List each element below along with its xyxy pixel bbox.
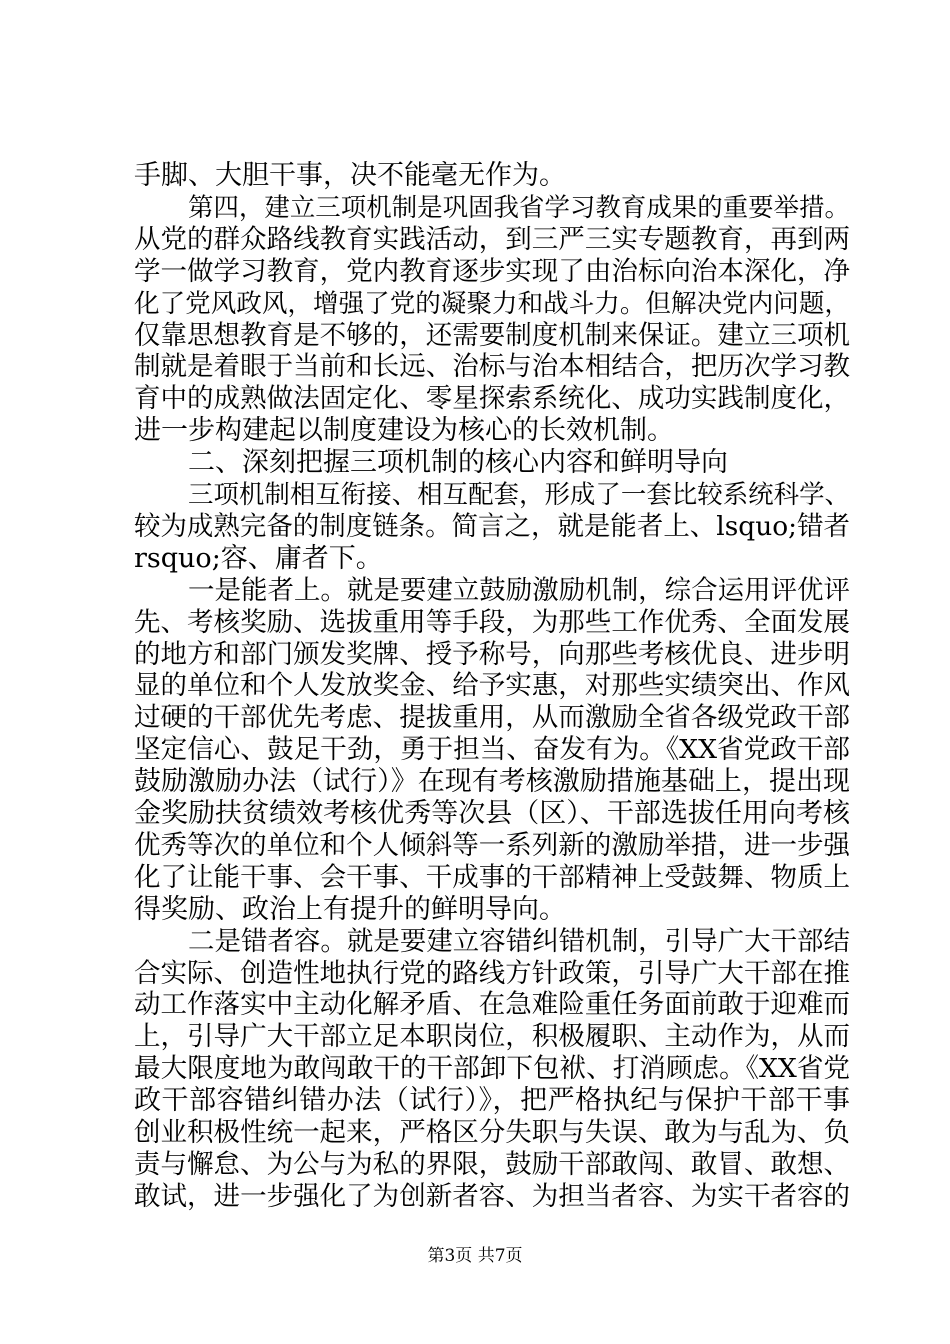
text-line: 二是错者容。就是要建立容错纠错机制，引导广大干部结	[188, 926, 850, 957]
text-line: 手脚、大胆干事，决不能毫无作为。	[134, 160, 566, 191]
text-line: 显的单位和个人发放奖金、给予实惠，对那些实绩突出、作风	[134, 670, 850, 701]
text-line: 上，引导广大干部立足本职岗位，积极履职、主动作为，从而	[134, 1021, 850, 1052]
text-line: 化了让能干事、会干事、干成事的干部精神上受鼓舞、物质上	[134, 862, 850, 893]
text-line: 责与懈怠、为公与为私的界限，鼓励干部敢闯、敢冒、敢想、	[134, 1149, 850, 1180]
text-line: 第四，建立三项机制是巩固我省学习教育成果的重要举措。	[188, 193, 850, 223]
text-line: rsquo;容、庸者下。	[134, 543, 383, 574]
text-line: 的地方和部门颁发奖牌、授予称号，向那些考核优良、进步明	[134, 639, 850, 670]
text-line: 进一步构建起以制度建设为核心的长效机制。	[134, 415, 674, 446]
text-line: 较为成熟完备的制度链条。简言之，就是能者上、lsquo;错者	[134, 511, 850, 542]
text-line: 过硬的干部优先考虑、提拔重用，从而激励全省各级党政干部	[134, 702, 850, 733]
text-line: 制就是着眼于当前和长远、治标与治本相结合，把历次学习教	[134, 351, 850, 382]
text-line: 三项机制相互衔接、相互配套，形成了一套比较系统科学、	[188, 480, 850, 510]
text-line: 优秀等次的单位和个人倾斜等一系列新的激励举措，进一步强	[134, 830, 850, 861]
text-line: 最大限度地为敢闯敢干的干部卸下包袱、打消顾虑。《XX省党	[134, 1053, 850, 1084]
text-line: 学一做学习教育，党内教育逐步实现了由治标向治本深化，净	[134, 256, 850, 287]
text-line: 合实际、创造性地执行党的路线方针政策，引导广大干部在推	[134, 958, 850, 989]
text-line: 化了党风政风，增强了党的凝聚力和战斗力。但解决党内问题，	[134, 289, 850, 319]
page-footer: 第3页 共7页	[427, 1246, 523, 1266]
text-line: 仅靠思想教育是不够的，还需要制度机制来保证。建立三项机	[134, 320, 850, 351]
text-line: 敢试，进一步强化了为创新者容、为担当者容、为实干者容的	[134, 1181, 850, 1212]
text-line: 坚定信心、鼓足干劲，勇于担当、奋发有为。《XX省党政干部	[134, 734, 850, 765]
text-line: 鼓励激励办法（试行）》在现有考核激励措施基础上，提出现	[134, 766, 850, 797]
text-line: 得奖励、政治上有提升的鲜明导向。	[134, 894, 566, 925]
text-line: 金奖励扶贫绩效考核优秀等次县（区）、干部选拔任用向考核	[134, 798, 850, 829]
text-line: 一是能者上。就是要建立鼓励激励机制，综合运用评优评	[188, 575, 850, 606]
text-line: 二、深刻把握三项机制的核心内容和鲜明导向	[188, 447, 728, 478]
text-line: 动工作落实中主动化解矛盾、在急难险重任务面前敢于迎难而	[134, 989, 850, 1020]
text-line: 育中的成熟做法固定化、零星探索系统化、成功实践制度化，	[134, 383, 850, 414]
text-line: 先、考核奖励、选拔重用等手段，为那些工作优秀、全面发展	[134, 607, 850, 638]
text-line: 从党的群众路线教育实践活动，到三严三实专题教育，再到两	[134, 224, 850, 255]
text-line: 政干部容错纠错办法（试行）》，把严格执纪与保护干部干事	[134, 1085, 850, 1116]
text-line: 创业积极性统一起来，严格区分失职与失误、敢为与乱为、负	[134, 1117, 850, 1148]
